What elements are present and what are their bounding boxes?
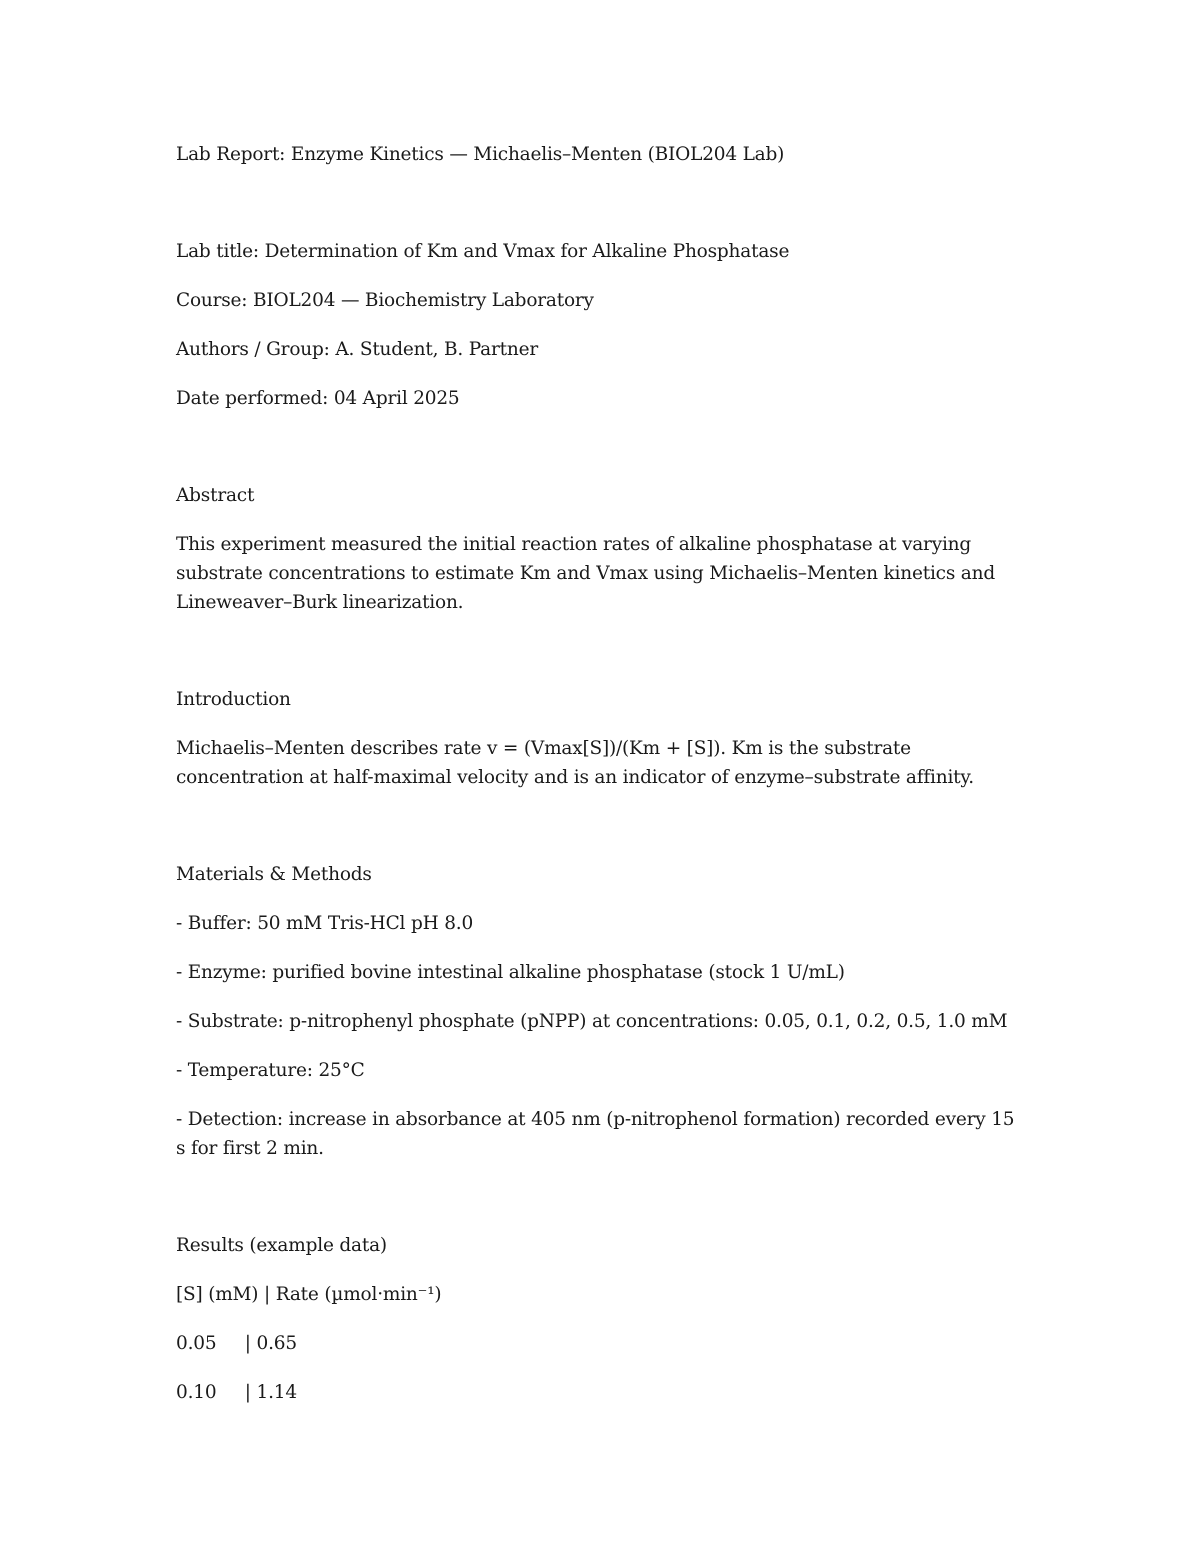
report-header: Lab Report: Enzyme Kinetics — Michaelis–Menten (BIOL204 Lab) xyxy=(176,144,785,165)
course-line: Course: BIOL204 — Biochemistry Laboratory xyxy=(176,290,594,311)
results-row: 0.05 | 0.65 xyxy=(176,1333,297,1354)
results-table-header: [S] (mM) | Rate (µmol·min⁻¹) xyxy=(176,1284,442,1305)
methods-item: - Enzyme: purified bovine intestinal alkaline phosphatase (stock 1 U/mL) xyxy=(176,962,845,983)
authors-line: Authors / Group: A. Student, B. Partner xyxy=(176,339,538,360)
methods-item: - Temperature: 25°C xyxy=(176,1060,365,1081)
abstract-heading: Abstract xyxy=(176,485,255,506)
introduction-text: Michaelis–Menten describes rate v = (Vmax[S])/(Km + [S]). Km is the substrate concentration at half-maximal velocity and is an indicator of enzyme–substrate affinity. xyxy=(176,738,974,788)
lab-title-line: Lab title: Determination of Km and Vmax for Alkaline Phosphatase xyxy=(176,241,790,262)
document-body xyxy=(176,140,1026,1407)
methods-heading: Materials & Methods xyxy=(176,864,372,885)
methods-item: - Buffer: 50 mM Tris-HCl pH 8.0 xyxy=(176,913,474,934)
methods-item: - Substrate: p-nitrophenyl phosphate (pNPP) at concentrations: 0.05, 0.1, 0.2, 0.5, 1.0 mM xyxy=(176,1011,1008,1032)
results-heading: Results (example data) xyxy=(176,1235,387,1256)
methods-item: - Detection: increase in absorbance at 405 nm (p-nitrophenol formation) recorded every 15 s for first 2 min. xyxy=(176,1109,1021,1159)
date-line: Date performed: 04 April 2025 xyxy=(176,388,460,409)
results-row: 0.10 | 1.14 xyxy=(176,1382,297,1403)
introduction-heading: Introduction xyxy=(176,689,291,710)
abstract-text: This experiment measured the initial reaction rates of alkaline phosphatase at varying substrate concentrations to estimate Km and Vmax using Michaelis–Menten kinetics and Lineweaver–Burk linearization. xyxy=(176,534,1001,613)
